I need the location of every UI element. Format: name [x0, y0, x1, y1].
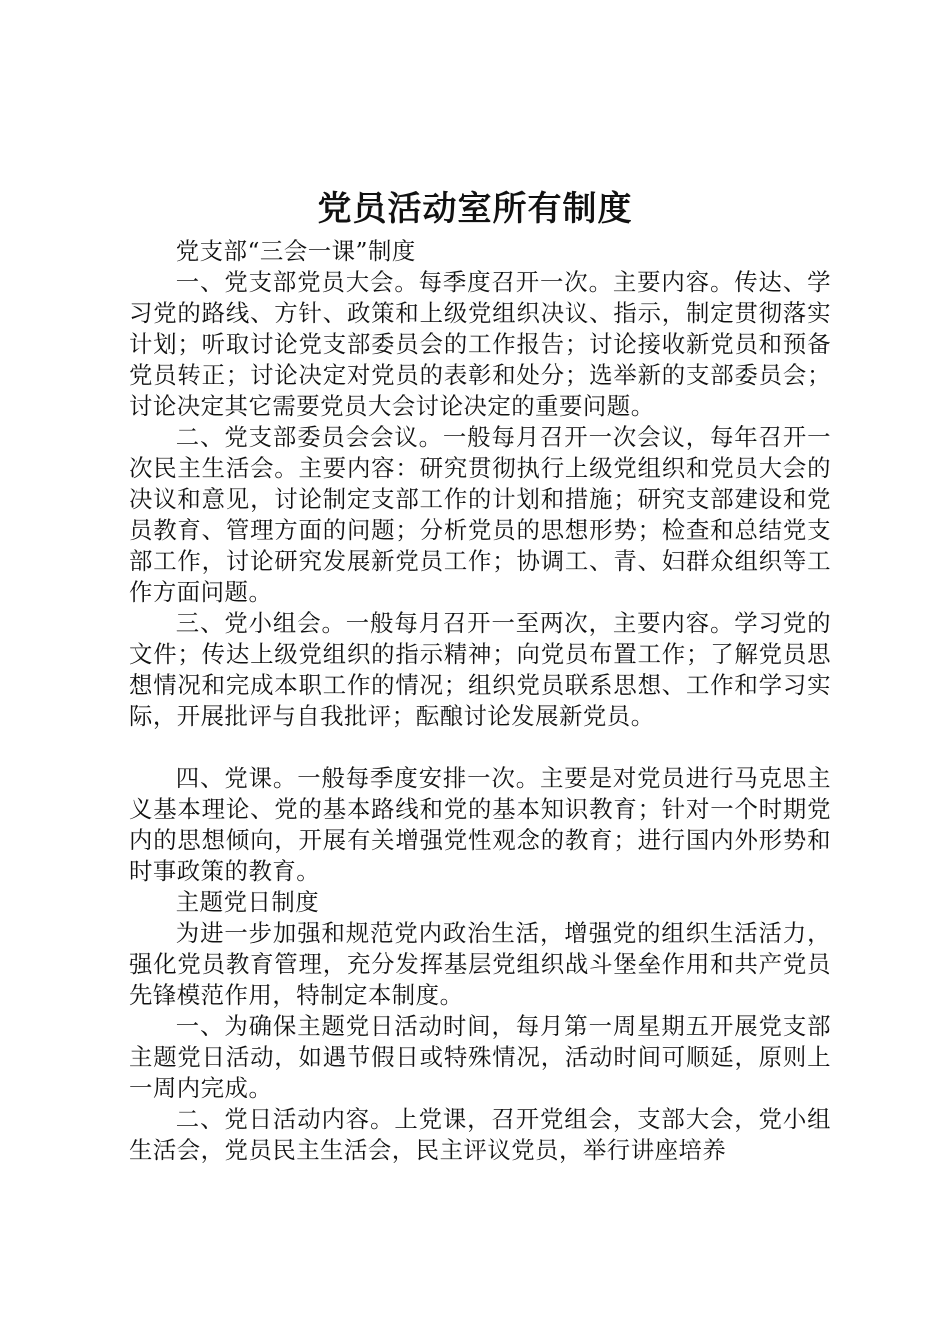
paragraph-party-member-meeting: 一、党支部党员大会。每季度召开一次。主要内容。传达、学习党的路线、方针、政策和上级党组织决议、指示，制定贯彻落实计划；听取讨论党支部委员会的工作报告；讨论接收新党员和预备党员转正；讨论决定对党员的表彰和处分；选举新的支部委员会；讨论决定其它需要党员大会讨论决定的重要问题。: [129, 268, 831, 420]
paragraph-theme-day-content: 二、党日活动内容。上党课，召开党组会，支部大会，党小组生活会，党员民主生活会，民主评议党员，举行讲座培养: [129, 1105, 831, 1164]
document-title: 党员活动室所有制度: [317, 189, 633, 229]
paragraph-party-group-meeting: 三、党小组会。一般每月召开一至两次，主要内容。学习党的文件；传达上级党组织的指示精神；向党员布置工作；了解党员思想情况和完成本职工作的情况；组织党员联系思想、工作和学习实际，开展批评与自我批评；酝酿讨论发展新党员。: [129, 609, 831, 730]
document-body: [129, 236, 831, 1166]
paragraph-party-lecture: 四、党课。一般每季度安排一次。主要是对党员进行马克思主义基本理论、党的基本路线和党的基本知识教育；针对一个时期党内的思想倾向，开展有关增强党性观念的教育；进行国内外形势和时事政策的教育。: [129, 764, 831, 885]
paragraph-theme-day-time: 一、为确保主题党日活动时间，每月第一周星期五开展党支部主题党日活动，如遇节假日或特殊情况，活动时间可顺延，原则上一周内完成。: [129, 1012, 831, 1102]
section-heading-three-meetings: 党支部“三会一课”制度: [175, 237, 416, 265]
section-heading-theme-party-day: 主题党日制度: [175, 888, 320, 916]
paragraph-branch-committee-meeting: 二、党支部委员会会议。一般每月召开一次会议，每年召开一次民主生活会。主要内容：研究贯彻执行上级党组织和党员大会的决议和意见，讨论制定支部工作的计划和措施；研究支部建设和党员教育、管理方面的问题；分析党员的思想形势；检查和总结党支部工作，讨论研究发展新党员工作；协调工、青、妇群众组织等工作方面问题。: [129, 423, 831, 606]
paragraph-theme-day-purpose: 为进一步加强和规范党内政治生活，增强党的组织生活活力，强化党员教育管理，充分发挥基层党组织战斗堡垒作用和共产党员先锋模范作用，特制定本制度。: [129, 919, 831, 1009]
